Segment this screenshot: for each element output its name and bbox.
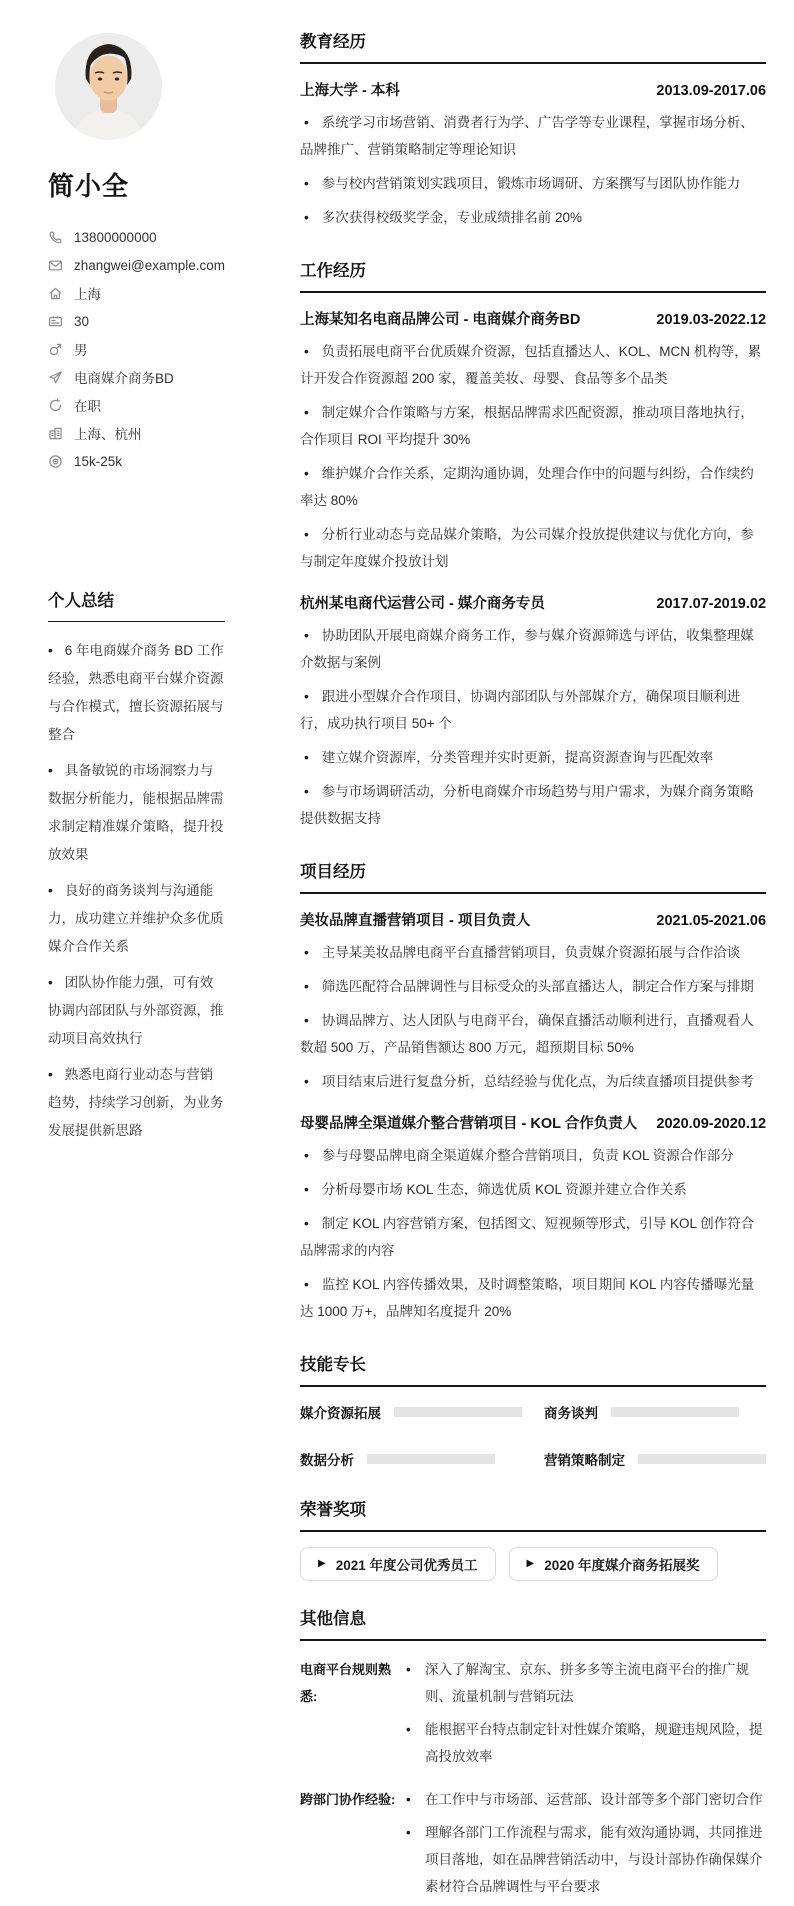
section-other xyxy=(300,1605,766,1906)
summary-bullet: • 熟悉电商行业动态与营销趋势，持续学习创新，为业务发展提供新思路 xyxy=(48,1061,225,1145)
skills-title: 技能专长 xyxy=(300,1351,766,1387)
contact-status-value: 在职 xyxy=(74,399,101,414)
contact-salary xyxy=(48,447,225,475)
play-icon: ▶ xyxy=(318,1558,326,1569)
section-education xyxy=(300,28,766,231)
entry-bullet: • 筛选匹配符合品牌调性与目标受众的头部直播达人，制定合作方案与排期 xyxy=(300,973,766,1000)
skill-bar xyxy=(367,1454,495,1464)
entry-bullet: • 参与母婴品牌电商全渠道媒介整合营销项目，负责 KOL 资源合作部分 xyxy=(300,1142,766,1169)
sidebar xyxy=(0,0,253,1470)
contact-list xyxy=(48,223,225,475)
other-row-body xyxy=(402,1786,766,1906)
education-title: 教育经历 xyxy=(300,28,766,64)
other-bullet: • 能根据平台特点制定针对性媒介策略，规避违规风险，提高投放效率 xyxy=(402,1716,766,1770)
position-icon xyxy=(48,370,63,385)
summary-bullet: • 6 年电商媒介商务 BD 工作经验，熟悉电商平台媒介资源与合作模式，擅长资源拓展与整合 xyxy=(48,637,225,749)
main-column xyxy=(253,0,794,1894)
award-badges xyxy=(300,1547,766,1581)
entry-bullet: • 维护媒介合作关系，定期沟通协调，处理合作中的问题与纠纷，合作续约率达 80% xyxy=(300,460,766,514)
summary-bullet: • 团队协作能力强，可有效协调内部团队与外部资源，推动项目高效执行 xyxy=(48,969,225,1053)
contact-gender xyxy=(48,335,225,363)
skill-label: 数据分析 xyxy=(300,1453,355,1468)
contact-city-value: 上海、杭州 xyxy=(74,427,142,442)
salary-icon xyxy=(48,454,63,469)
entry-title: 上海大学 - 本科 xyxy=(300,83,400,99)
awards-title: 荣誉奖项 xyxy=(300,1496,766,1532)
section-awards xyxy=(300,1496,766,1581)
summary-bullet: • 具备敏锐的市场洞察力与数据分析能力，能根据品牌需求制定精准媒介策略，提升投放效果 xyxy=(48,757,225,869)
contact-location-value: 上海 xyxy=(74,287,101,302)
contact-salary-value: 15k-25k xyxy=(74,453,123,469)
entry-date: 2020.09-2020.12 xyxy=(656,1116,767,1132)
contact-age-value: 30 xyxy=(74,313,90,329)
entry-bullet: • 分析母婴市场 KOL 生态，筛选优质 KOL 资源并建立合作关系 xyxy=(300,1176,766,1203)
entry-bullet: • 参与市场调研活动，分析电商媒介市场趋势与用户需求，为媒介商务策略提供数据支持 xyxy=(300,778,766,832)
section-summary xyxy=(48,587,225,1145)
age-icon xyxy=(48,314,63,329)
award-badge xyxy=(509,1547,718,1581)
skill-item xyxy=(544,1402,766,1422)
education-entry xyxy=(300,79,766,231)
status-icon xyxy=(48,398,63,413)
avatar-photo xyxy=(55,33,162,140)
entry-bullet: • 参与校内营销策划实践项目，锻炼市场调研、方案撰写与团队协作能力 xyxy=(300,170,766,197)
skill-label: 营销策略制定 xyxy=(544,1453,626,1468)
skill-bar xyxy=(611,1407,739,1417)
contact-location xyxy=(48,279,225,307)
contact-phone xyxy=(48,223,225,251)
other-bullet: • 在工作中与市场部、运营部、设计部等多个部门密切合作 xyxy=(402,1786,766,1813)
entry-title: 杭州某电商代运营公司 - 媒介商务专员 xyxy=(300,596,545,612)
entry-bullet: • 协助团队开展电商媒介商务工作，参与媒介资源筛选与评估，收集整理媒介数据与案例 xyxy=(300,622,766,676)
entry-date: 2017.07-2019.02 xyxy=(656,596,767,612)
entry-bullet: • 监控 KOL 内容传播效果，及时调整策略，项目期间 KOL 内容传播曝光量达 1000 万+，品牌知名度提升 20% xyxy=(300,1271,766,1325)
skill-grid xyxy=(300,1402,766,1496)
entry-bullet: • 项目结束后进行复盘分析，总结经验与优化点，为后续直播项目提供参考 xyxy=(300,1068,766,1095)
award-badge-text: 2021 年度公司优秀员工 xyxy=(335,1558,478,1573)
entry-header xyxy=(300,1112,766,1133)
skill-bar xyxy=(394,1407,522,1417)
work-entry xyxy=(300,308,766,575)
summary-bullet: • 良好的商务谈判与沟通能力，成功建立并维护众多优质媒介合作关系 xyxy=(48,877,225,961)
entry-date: 2021.05-2021.06 xyxy=(656,913,767,929)
contact-gender-value: 男 xyxy=(74,343,88,358)
award-badge-text: 2020 年度媒介商务拓展奖 xyxy=(544,1558,700,1573)
entry-bullet: • 分析行业动态与竞品媒介策略，为公司媒介投放提供建议与优化方向，参与制定年度媒介投放计划 xyxy=(300,521,766,575)
contact-email-value: zhangwei@example.com xyxy=(74,257,226,273)
contact-age xyxy=(48,307,225,335)
contact-position xyxy=(48,363,225,391)
section-projects xyxy=(300,858,766,1325)
city-icon xyxy=(48,426,63,441)
phone-icon xyxy=(48,230,63,245)
contact-status xyxy=(48,391,225,419)
section-work xyxy=(300,257,766,832)
avatar xyxy=(55,33,162,140)
summary-title: 个人总结 xyxy=(48,587,225,622)
other-row-label: 电商平台规则熟悉: xyxy=(300,1662,392,1704)
skill-item xyxy=(300,1449,522,1469)
contact-email xyxy=(48,251,225,279)
project-entry xyxy=(300,909,766,1095)
skill-item xyxy=(544,1449,766,1469)
skill-bar xyxy=(638,1454,766,1464)
other-bullet: • 深入了解淘宝、京东、拼多多等主流电商平台的推广规则、流量机制与营销玩法 xyxy=(402,1656,766,1710)
entry-bullet: • 制定媒介合作策略与方案，根据品牌需求匹配资源，推动项目落地执行，合作项目 ROI 平均提升 30% xyxy=(300,399,766,453)
entry-bullet: • 系统学习市场营销、消费者行为学、广告学等专业课程，掌握市场分析、品牌推广、营销策略制定等理论知识 xyxy=(300,109,766,163)
other-bullet: • 理解各部门工作流程与需求，能有效沟通协调，共同推进项目落地，如在品牌营销活动中，与设计部协作确保媒介素材符合品牌调性与平台要求 xyxy=(402,1819,766,1900)
other-row-label: 跨部门协作经验: xyxy=(300,1792,396,1807)
entry-date: 2013.09-2017.06 xyxy=(656,83,767,99)
contact-position-value: 电商媒介商务BD xyxy=(74,371,174,386)
skill-label: 媒介资源拓展 xyxy=(300,1406,382,1421)
entry-title: 母婴品牌全渠道媒介整合营销项目 - KOL 合作负责人 xyxy=(300,1116,638,1132)
work-title: 工作经历 xyxy=(300,257,766,293)
entry-date: 2019.03-2022.12 xyxy=(656,312,767,328)
gender-icon xyxy=(48,342,63,357)
entry-bullet: • 主导某美妆品牌电商平台直播营销项目，负责媒介资源拓展与合作洽谈 xyxy=(300,939,766,966)
other-title: 其他信息 xyxy=(300,1605,766,1641)
entry-bullet: • 制定 KOL 内容营销方案，包括图文、短视频等形式，引导 KOL 创作符合品牌需求的内容 xyxy=(300,1210,766,1264)
entry-bullet: • 多次获得校级奖学金，专业成绩排名前 20% xyxy=(300,204,766,231)
skill-label: 商务谈判 xyxy=(544,1406,599,1421)
entry-bullet: • 跟进小型媒介合作项目，协调内部团队与外部媒介方，确保项目顺利进行，成功执行项目 50+ 个 xyxy=(300,683,766,737)
entry-bullet: • 协调品牌方、达人团队与电商平台，确保直播活动顺利进行，直播观看人数超 500 万，产品销售额达 800 万元，超预期目标 50% xyxy=(300,1007,766,1061)
play-icon: ▶ xyxy=(526,1558,535,1569)
project-entry xyxy=(300,1112,766,1325)
work-entry xyxy=(300,592,766,832)
section-skills xyxy=(300,1351,766,1496)
entry-header xyxy=(300,592,766,613)
other-row xyxy=(300,1656,766,1776)
email-icon xyxy=(48,258,63,273)
entry-header xyxy=(300,79,766,100)
other-row-body xyxy=(402,1656,766,1776)
entry-title: 上海某知名电商品牌公司 - 电商媒介商务BD xyxy=(300,312,581,328)
projects-title: 项目经历 xyxy=(300,858,766,894)
entry-header xyxy=(300,909,766,930)
contact-city xyxy=(48,419,225,447)
entry-bullet: • 建立媒介资源库，分类管理并实时更新，提高资源查询与匹配效率 xyxy=(300,744,766,771)
entry-title: 美妆品牌直播营销项目 - 项目负责人 xyxy=(300,913,531,929)
contact-phone-value: 13800000000 xyxy=(74,229,157,245)
entry-bullet: • 负责拓展电商平台优质媒介资源，包括直播达人、KOL、MCN 机构等，累计开发合作资源超 200 家，覆盖美妆、母婴、食品等多个品类 xyxy=(300,338,766,392)
skill-item xyxy=(300,1402,522,1422)
award-badge xyxy=(300,1547,496,1581)
entry-header xyxy=(300,308,766,329)
home-icon xyxy=(48,286,63,301)
candidate-name: 简小全 xyxy=(48,171,130,201)
other-row xyxy=(300,1786,766,1906)
